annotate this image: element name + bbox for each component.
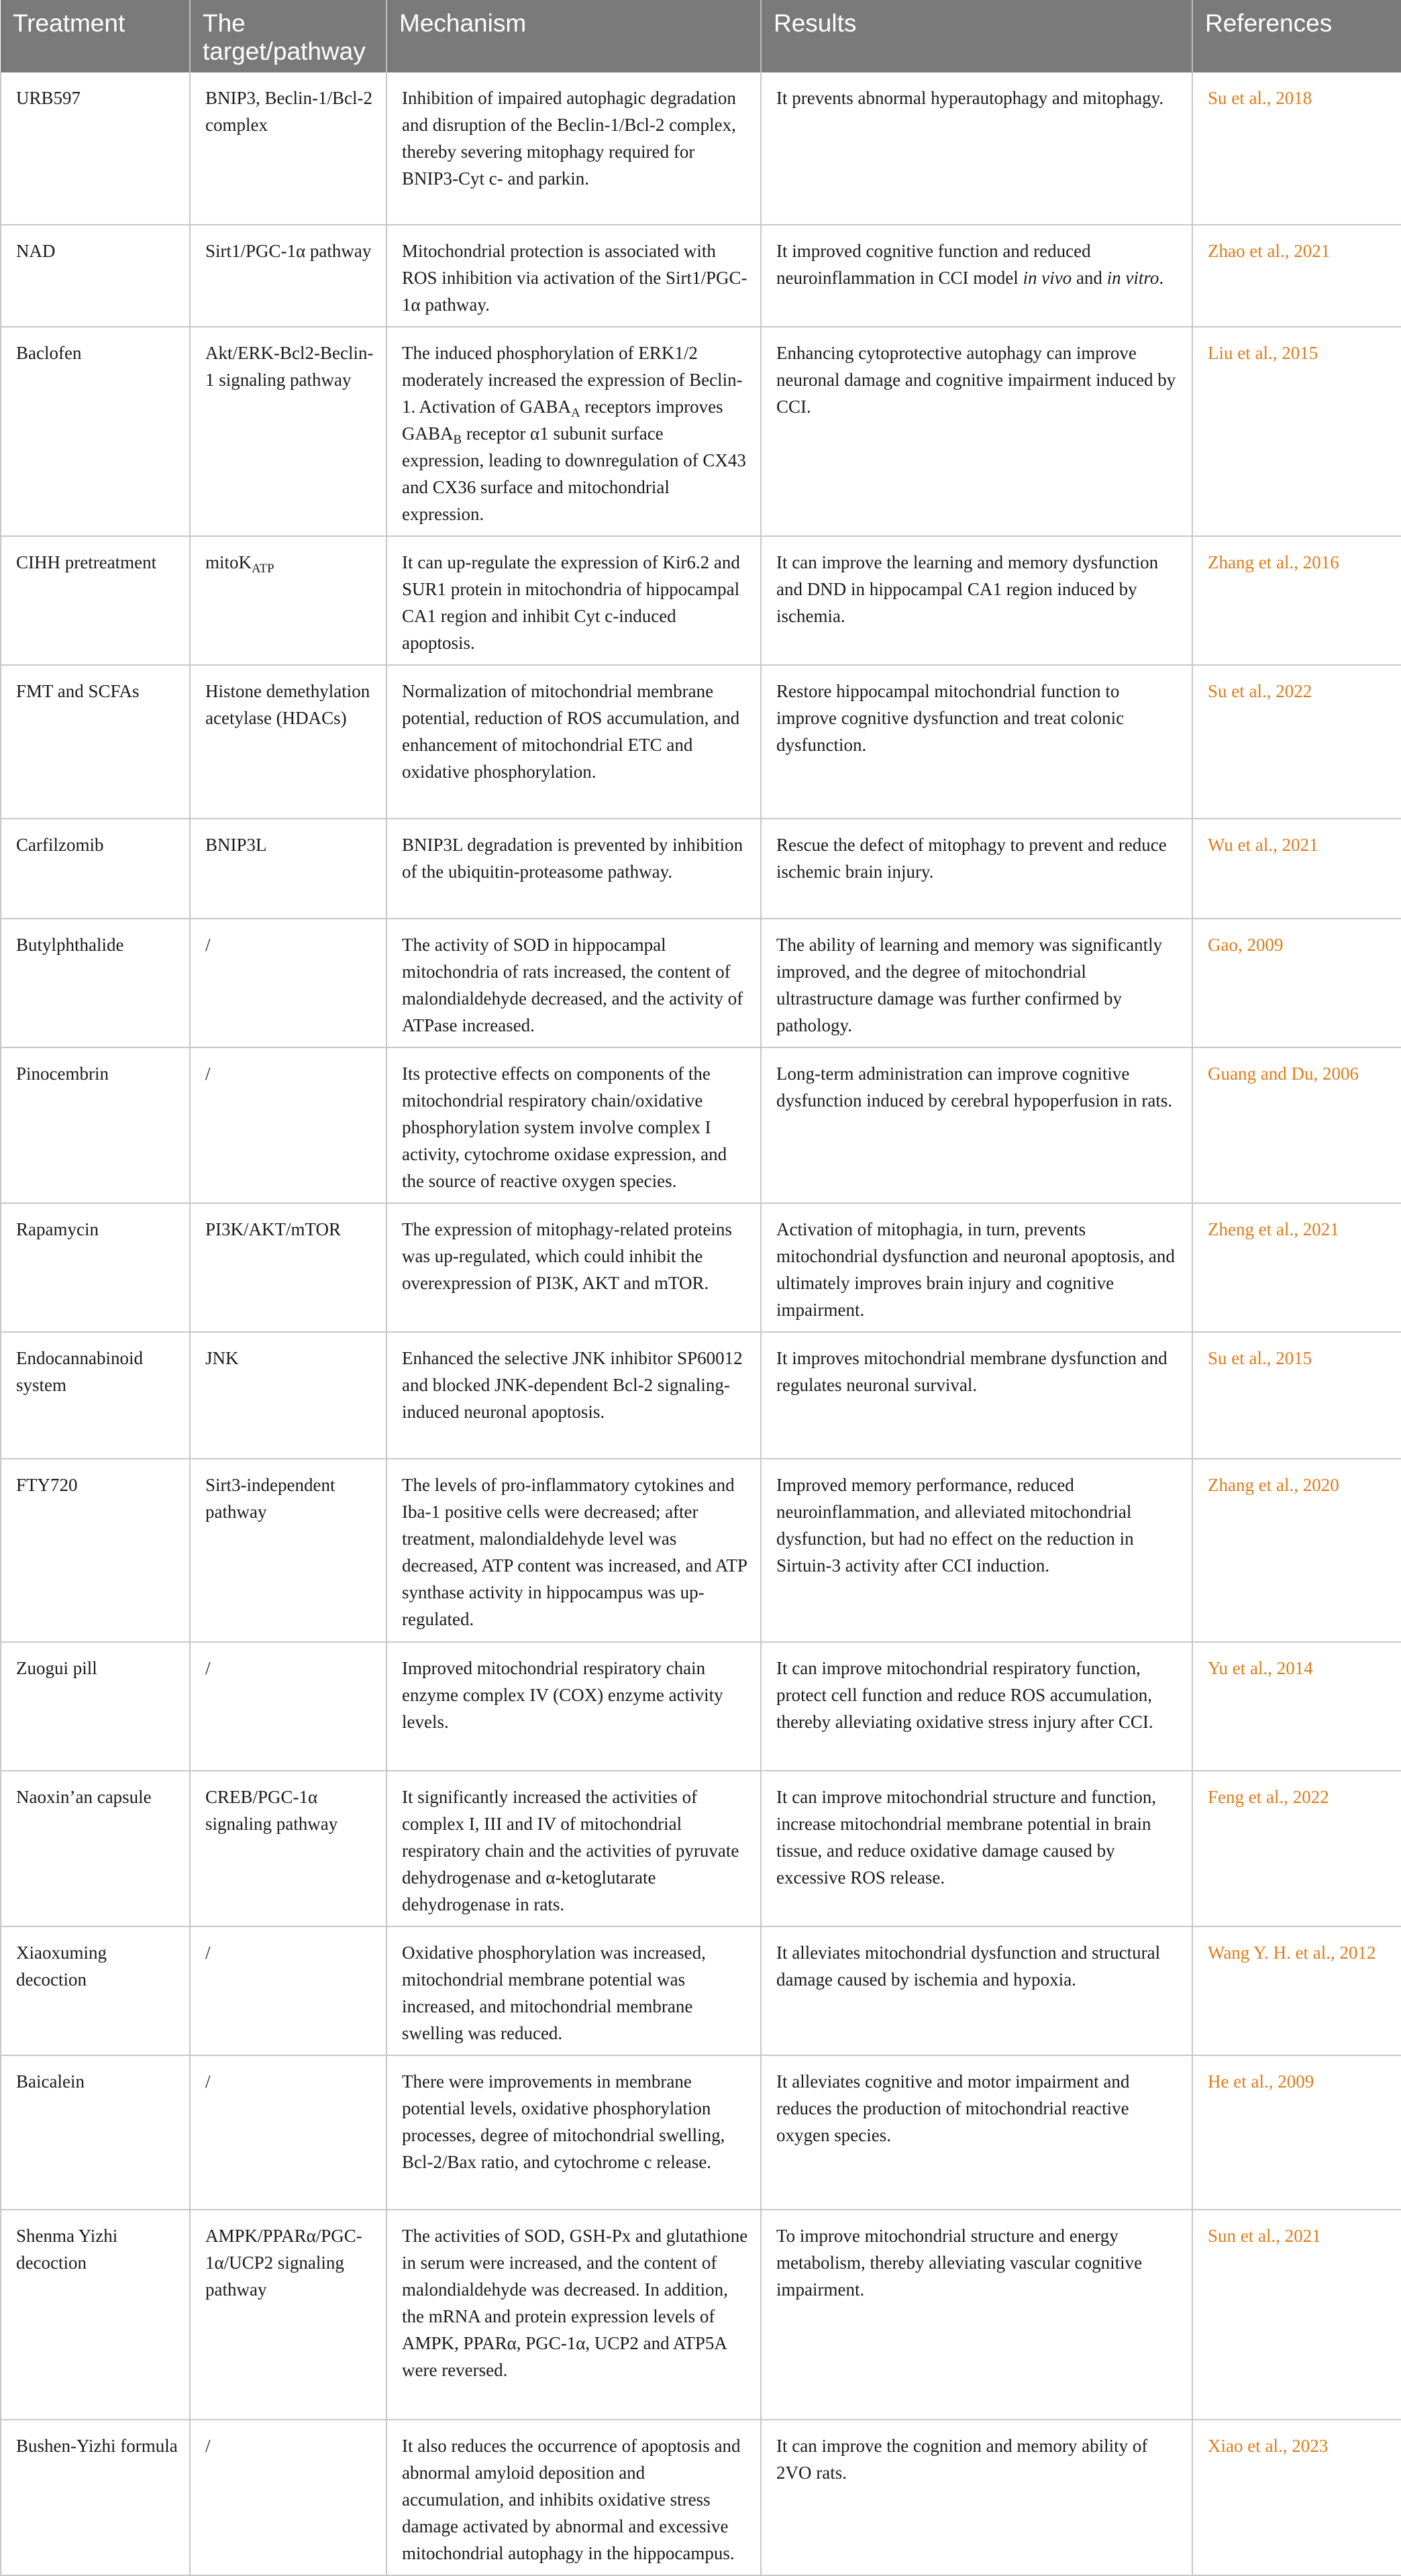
header-results: Results <box>761 0 1192 72</box>
reference-link[interactable]: Wu et al., 2021 <box>1192 819 1401 918</box>
table-row <box>1 2210 1401 2420</box>
subscript-atp: ATP <box>252 562 274 576</box>
results-italic-in-vitro: in vitro <box>1106 268 1159 289</box>
reference-link[interactable]: Guang and Du, 2006 <box>1192 1047 1401 1203</box>
cell-results: The ability of learning and memory was significantly improved, and the degree of mitochondrial ultrastructure damage was further confirmed by pathology. <box>761 919 1192 1047</box>
header-references: References <box>1192 0 1401 72</box>
cell-mechanism: The levels of pro-inflammatory cytokines and Iba-1 positive cells were decreased; after treatment, malondialdehyde level was decreased, ATP content was increased, and ATP synthase activity in hippocampus was up-regulated. <box>386 1459 761 1642</box>
reference-link[interactable]: Su et al., 2018 <box>1192 72 1401 225</box>
cell-target: / <box>190 919 386 1047</box>
cell-target: CREB/PGC-1α signaling pathway <box>190 1771 386 1926</box>
table-row <box>1 819 1401 918</box>
table-row <box>1 1926 1401 2055</box>
cell-target: JNK <box>190 1332 386 1459</box>
cell-target: BNIP3L <box>190 819 386 918</box>
subscript-b: B <box>453 432 462 447</box>
cell-results: Rescue the defect of mitophagy to prevent and reduce ischemic brain injury. <box>761 819 1192 918</box>
cell-target: BNIP3, Beclin-1/Bcl-2 complex <box>190 72 386 225</box>
table-row <box>1 665 1401 819</box>
reference-link[interactable]: Feng et al., 2022 <box>1192 1771 1401 1926</box>
reference-link[interactable]: Su et al., 2022 <box>1192 665 1401 819</box>
cell-mechanism: It also reduces the occurrence of apoptosis and abnormal amyloid deposition and accumulation, and inhibits oxidative stress damage activated by abnormal and excessive mitochondrial autophagy in the hippocampus. <box>386 2420 761 2575</box>
mechanism-text: The induced phosphorylation of ERK1/2 moderately increased the expression of Beclin-1. Activation of GABA <box>402 342 743 417</box>
reference-link[interactable]: Zhang et al., 2020 <box>1192 1459 1401 1642</box>
cell-mechanism: Enhanced the selective JNK inhibitor SP60012 and blocked JNK-dependent Bcl-2 signaling-induced neuronal apoptosis. <box>386 1332 761 1459</box>
cell-treatment: Shenma Yizhi decoction <box>1 2210 190 2420</box>
cell-mechanism: It can up-regulate the expression of Kir6.2 and SUR1 protein in mitochondria of hippocampal CA1 region and inhibit Cyt c-induced apoptosis. <box>386 536 761 665</box>
reference-link[interactable]: Zhao et al., 2021 <box>1192 225 1401 326</box>
cell-target: / <box>190 2055 386 2210</box>
cell-results: It alleviates cognitive and motor impairment and reduces the production of mitochondrial reactive oxygen species. <box>761 2055 1192 2210</box>
cell-mechanism: Normalization of mitochondrial membrane potential, reduction of ROS accumulation, and enhancement of mitochondrial ETC and oxidative phosphorylation. <box>386 665 761 819</box>
cell-mechanism <box>386 327 761 537</box>
mechanism-text: receptor α1 subunit surface expression, leading to downregulation of CX43 and CX36 surface and mitochondrial expression. <box>402 423 746 524</box>
cell-target <box>190 536 386 665</box>
cell-target: / <box>190 2420 386 2575</box>
cell-target: Sirt1/PGC-1α pathway <box>190 225 386 326</box>
table-row <box>1 1047 1401 1203</box>
cell-results: Enhancing cytoprotective autophagy can improve neuronal damage and cognitive impairment induced by CCI. <box>761 327 1192 537</box>
cell-results: It can improve the cognition and memory ability of 2VO rats. <box>761 2420 1192 2575</box>
cell-treatment: FTY720 <box>1 1459 190 1642</box>
table-row <box>1 1459 1401 1642</box>
cell-treatment: Rapamycin <box>1 1203 190 1332</box>
table-row <box>1 1203 1401 1332</box>
table-header-row <box>1 0 1401 72</box>
table-row <box>1 225 1401 326</box>
cell-mechanism: Improved mitochondrial respiratory chain enzyme complex IV (COX) enzyme activity levels. <box>386 1642 761 1771</box>
cell-results: It can improve mitochondrial structure and function, increase mitochondrial membrane potential in brain tissue, and reduce oxidative damage caused by excessive ROS release. <box>761 1771 1192 1926</box>
cell-target: Histone demethylation acetylase (HDACs) <box>190 665 386 819</box>
cell-treatment: URB597 <box>1 72 190 225</box>
reference-link[interactable]: Su et al., 2015 <box>1192 1332 1401 1459</box>
cell-treatment: Xiaoxuming decoction <box>1 1926 190 2055</box>
reference-link[interactable]: Yu et al., 2014 <box>1192 1642 1401 1771</box>
cell-treatment: Endocannabinoid system <box>1 1332 190 1459</box>
cell-results: It can improve the learning and memory dysfunction and DND in hippocampal CA1 region induced by ischemia. <box>761 536 1192 665</box>
cell-mechanism: BNIP3L degradation is prevented by inhibition of the ubiquitin-proteasome pathway. <box>386 819 761 918</box>
reference-link[interactable]: Gao, 2009 <box>1192 919 1401 1047</box>
cell-target: / <box>190 1047 386 1203</box>
cell-treatment: Bushen-Yizhi formula <box>1 2420 190 2575</box>
cell-treatment: Naoxin’an capsule <box>1 1771 190 1926</box>
table-row <box>1 1771 1401 1926</box>
cell-treatment: NAD <box>1 225 190 326</box>
subscript-a: A <box>570 405 580 420</box>
cell-treatment: Carfilzomib <box>1 819 190 918</box>
table-row <box>1 1332 1401 1459</box>
results-text: It improved cognitive function and reduced neuroinflammation in CCI model <box>776 241 1091 289</box>
cell-target: / <box>190 1926 386 2055</box>
table-row <box>1 72 1401 225</box>
cell-target: Akt/ERK-Bcl2-Beclin-1 signaling pathway <box>190 327 386 537</box>
cell-results: It can improve mitochondrial respiratory function, protect cell function and reduce ROS accumulation, thereby alleviating oxidative stress injury after CCI. <box>761 1642 1192 1771</box>
header-treatment: Treatment <box>1 0 190 72</box>
cell-treatment: CIHH pretreatment <box>1 536 190 665</box>
header-mechanism: Mechanism <box>386 0 761 72</box>
results-text: and <box>1072 268 1107 289</box>
table-row <box>1 2055 1401 2210</box>
results-text: . <box>1159 268 1164 289</box>
reference-link[interactable]: Liu et al., 2015 <box>1192 327 1401 537</box>
cell-treatment: FMT and SCFAs <box>1 665 190 819</box>
cell-mechanism: Mitochondrial protection is associated with ROS inhibition via activation of the Sirt1/PGC-1α pathway. <box>386 225 761 326</box>
cell-mechanism: The activity of SOD in hippocampal mitochondria of rats increased, the content of malondialdehyde decreased, and the activity of ATPase increased. <box>386 919 761 1047</box>
cell-mechanism: The activities of SOD, GSH-Px and glutathione in serum were increased, and the content of malondialdehyde was decreased. In addition, the mRNA and protein expression levels of AMPK, PPARα, PGC-1α, UCP2 and ATP5A were reversed. <box>386 2210 761 2420</box>
reference-link[interactable]: Wang Y. H. et al., 2012 <box>1192 1926 1401 2055</box>
cell-results: Restore hippocampal mitochondrial function to improve cognitive dysfunction and treat colonic dysfunction. <box>761 665 1192 819</box>
cell-treatment: Butylphthalide <box>1 919 190 1047</box>
cell-results: It prevents abnormal hyperautophagy and mitophagy. <box>761 72 1192 225</box>
reference-link[interactable]: Zhang et al., 2016 <box>1192 536 1401 665</box>
target-text: mitoK <box>205 552 252 573</box>
cell-results: Long-term administration can improve cognitive dysfunction induced by cerebral hypoperfusion in rats. <box>761 1047 1192 1203</box>
table-row <box>1 919 1401 1047</box>
cell-results: To improve mitochondrial structure and energy metabolism, thereby alleviating vascular cognitive impairment. <box>761 2210 1192 2420</box>
cell-treatment: Pinocembrin <box>1 1047 190 1203</box>
cell-mechanism: Oxidative phosphorylation was increased, mitochondrial membrane potential was increased, and mitochondrial membrane swelling was reduced. <box>386 1926 761 2055</box>
cell-mechanism: There were improvements in membrane potential levels, oxidative phosphorylation processes, degree of mitochondrial swelling, Bcl-2/Bax ratio, and cytochrome c release. <box>386 2055 761 2210</box>
cell-mechanism: The expression of mitophagy-related proteins was up-regulated, which could inhibit the overexpression of PI3K, AKT and mTOR. <box>386 1203 761 1332</box>
cell-treatment: Zuogui pill <box>1 1642 190 1771</box>
cell-results <box>761 225 1192 326</box>
cell-target: Sirt3-independent pathway <box>190 1459 386 1642</box>
cell-target: AMPK/PPARα/PGC-1α/UCP2 signaling pathway <box>190 2210 386 2420</box>
table-row <box>1 2420 1401 2575</box>
table-row <box>1 536 1401 665</box>
header-target-pathway: The target/pathway <box>190 0 386 72</box>
cell-results: It improves mitochondrial membrane dysfunction and regulates neuronal survival. <box>761 1332 1192 1459</box>
mechanism-text: receptors improves GABA <box>402 396 723 444</box>
cell-results: It alleviates mitochondrial dysfunction and structural damage caused by ischemia and hypoxia. <box>761 1926 1192 2055</box>
cell-target: / <box>190 1642 386 1771</box>
results-italic-in-vivo: in vivo <box>1023 268 1072 289</box>
reference-link[interactable]: Xiao et al., 2023 <box>1192 2420 1401 2575</box>
cell-results: Activation of mitophagia, in turn, prevents mitochondrial dysfunction and neuronal apoptosis, and ultimately improves brain injury and cognitive impairment. <box>761 1203 1192 1332</box>
cell-target: PI3K/AKT/mTOR <box>190 1203 386 1332</box>
cell-results: Improved memory performance, reduced neuroinflammation, and alleviated mitochondrial dysfunction, but had no effect on the reduction in Sirtuin-3 activity after CCI induction. <box>761 1459 1192 1642</box>
table-row <box>1 327 1401 537</box>
reference-link[interactable]: Zheng et al., 2021 <box>1192 1203 1401 1332</box>
reference-link[interactable]: Sun et al., 2021 <box>1192 2210 1401 2420</box>
cell-treatment: Baclofen <box>1 327 190 537</box>
cell-mechanism: It significantly increased the activities of complex I, III and IV of mitochondrial respiratory chain and the activities of pyruvate dehydrogenase and α-ketoglutarate dehydrogenase in rats. <box>386 1771 761 1926</box>
reference-link[interactable]: He et al., 2009 <box>1192 2055 1401 2210</box>
cell-treatment: Baicalein <box>1 2055 190 2210</box>
table-row <box>1 1642 1401 1771</box>
cell-mechanism: Inhibition of impaired autophagic degradation and disruption of the Beclin-1/Bcl-2 complex, thereby severing mitophagy required for BNIP3-Cyt c- and parkin. <box>386 72 761 225</box>
cell-mechanism: Its protective effects on components of the mitochondrial respiratory chain/oxidative phosphorylation system involve complex I activity, cytochrome oxidase expression, and the source of reactive oxygen species. <box>386 1047 761 1203</box>
